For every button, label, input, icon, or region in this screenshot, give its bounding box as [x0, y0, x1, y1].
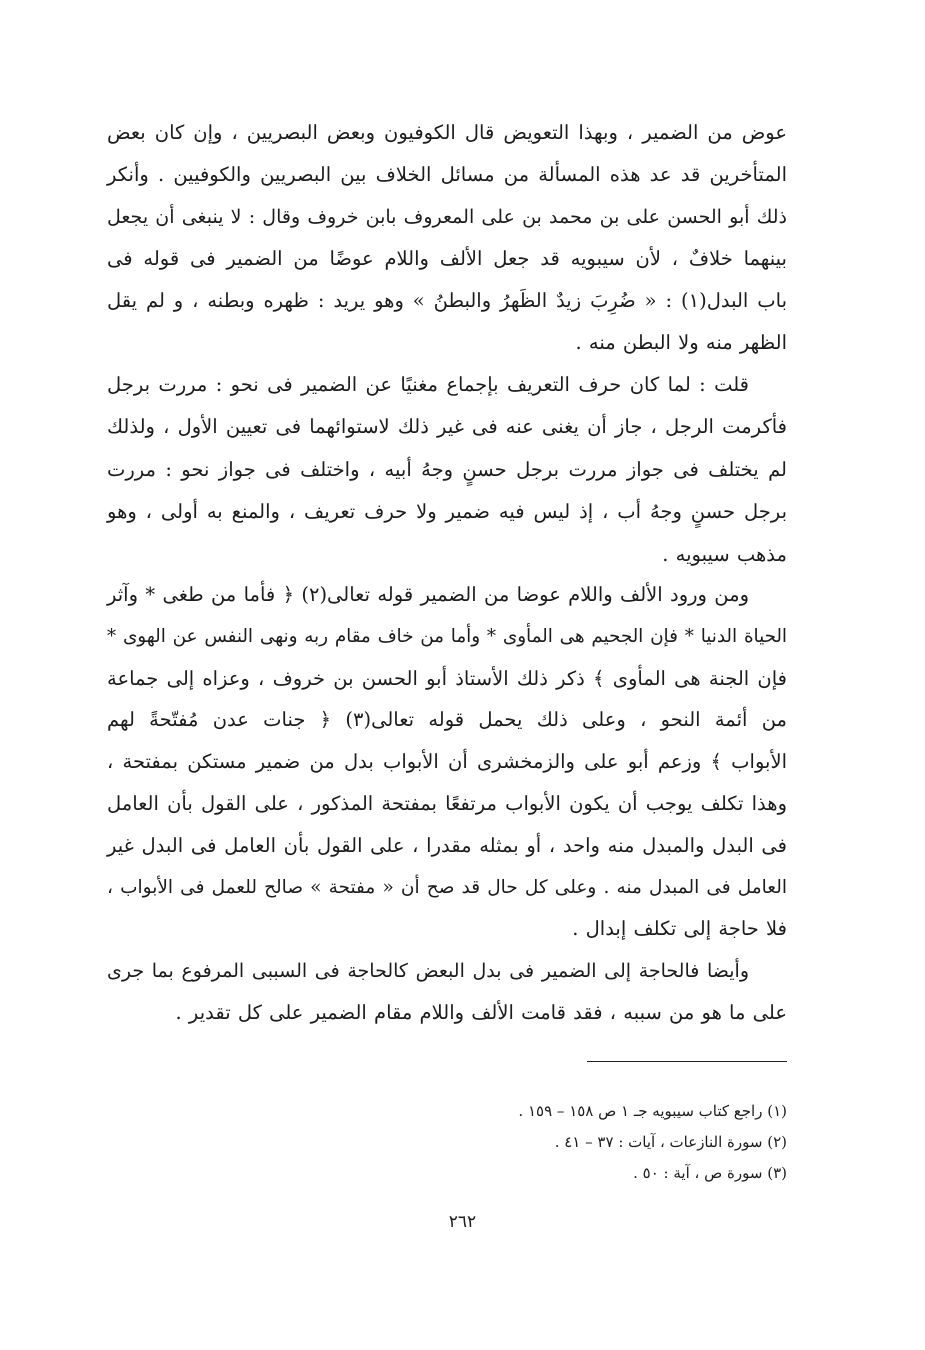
footnotes	[107, 1096, 787, 1189]
text-line: الظهر منه ولا البطن منه .	[575, 331, 787, 354]
text-line: مذهب سيبويه .	[662, 542, 787, 566]
text-line: بينهما خلافٌ ، لأن سيبويه قد جعل الألف واللام عوضًا من الضمير فى قوله فى	[107, 247, 787, 270]
page-number: ٢٦٢	[448, 1212, 477, 1232]
text-line: ومن ورود الألف واللام عوضا من الضمير قوله تعالى(٢) ﴿ فأما من طغى * وآثر	[107, 583, 749, 606]
footnote-divider	[587, 1061, 787, 1062]
text-line: قلت : لما كان حرف التعريف بإجماع مغنيًا عن الضمير فى نحو : مررت برجل	[107, 373, 749, 396]
paragraph-2	[107, 364, 787, 576]
text-line: على ما هو من سببه ، فقد قامت الألف واللام مقام الضمير على كل تقدير .	[175, 1001, 787, 1024]
footnote-1: (١) راجع كتاب سيبويه جـ ١ ص ١٥٨ – ١٥٩ .	[518, 1102, 787, 1120]
text-line: برجل حسنٍ وجهُ أب ، إذ ليس فيه ضمير ولا حرف تعريف ، والمنع به أولى ، وهو	[107, 500, 787, 524]
text-line: العامل فى المبدل منه . وعلى كل حال قد صح أن « مفتحة » صالح للعمل فى الأبواب ،	[107, 876, 787, 898]
paragraph-3	[107, 574, 787, 950]
text-line: لم يختلف فى جواز مررت برجل حسنٍ وجهُ أبيه ، واختلف فى جواز نحو : مررت	[107, 457, 787, 481]
text-line: عوض من الضمير ، وبهذا التعويض قال الكوفيون وبعض البصريين ، وإن كان بعض	[107, 121, 787, 144]
text-line: من أئمة النحو ، وعلى ذلك يحمل قوله تعالى(٣) ﴿ جنات عدن مُفتّحةً لهم	[107, 708, 787, 732]
text-line: فإن الجنة هى المأوى ﴾ ذكر ذلك الأستاذ أبو الحسن بن خروف ، وعزاه إلى جماعة	[107, 666, 787, 690]
text-line: فلا حاجة إلى تكلف إبدال .	[572, 917, 787, 941]
text-line: فأكرمت الرجل ، جاز أن يغنى عنه فى غير ذلك لاستوائهما فى تعيين الأول ، ولذلك	[107, 415, 787, 439]
text-line: وأيضا فالحاجة إلى الضمير فى بدل البعض كالحاجة فى السببى المرفوع بما جرى	[107, 960, 749, 982]
footnote-2: (٢) سورة النازعات ، آيات : ٣٧ – ٤١ .	[554, 1133, 787, 1151]
text-line: الأبواب ﴾ وزعم أبو على والزمخشرى أن الأبواب بدل من ضمير مستكن بمفتحة ،	[107, 750, 787, 774]
text-line: المتأخرين قد عد هذه المسألة من مسائل الخلاف بين البصريين والكوفيين . وأنكر	[107, 163, 787, 186]
paragraph-1	[107, 112, 787, 364]
text-line: الحياة الدنيا * فإن الجحيم هى المأوى * وأما من خاف مقام ربه ونهى النفس عن الهوى *	[107, 625, 787, 647]
text-line: وهذا تكلف يوجب أن يكون الأبواب مرتفعًا بمفتحة المذكور ، على القول بأن العامل	[107, 791, 787, 815]
paragraph-4	[107, 950, 787, 1034]
text-line: باب البدل(١) : « ضُرِبَ زيدٌ الظَهرُ والبطنُ » وهو يريد : ظهره وبطنه ، و لم يقل	[107, 289, 787, 312]
footnote-3: (٣) سورة ص ، آية : ٥٠ .	[633, 1164, 787, 1182]
text-line: فى البدل والمبدل منه واحد ، أو بمثله مقدرا ، على القول بأن العامل فى البدل غير	[107, 833, 787, 857]
text-line: ذلك أبو الحسن على بن محمد بن على المعروف بابن خروف وقال : لا ينبغى أن يجعل	[107, 206, 787, 228]
